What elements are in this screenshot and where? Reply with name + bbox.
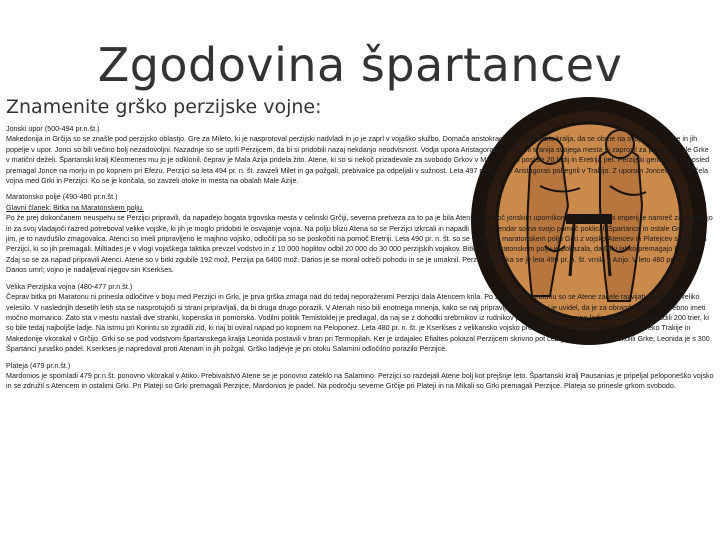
page-title: Zgodovina špartancev	[97, 38, 623, 92]
section-velika-perzijska-vojna	[6, 282, 714, 355]
section-body: Čeprav bitka pri Maratonu ni prinesla odločitve v boju med Perzijci in Grki, je prva grška zmaga nad do tedaj neporaženimi Perzijci dala Atencem krila. Po zmagi pri Maratonu so se Atene začele razvijati v politično veliko velesilo. V naslednjih desetih letih sta se nasprotujoči si strani pripravljali, da bi druga drugo porazili. V Atenah niso bili enotnega mnenja, kako se naj pripravijo. Temistoklej je uvidel, da je za obrambo Grčije potrebno imeti močno mornarico. Zato sta v mestu nastali dve stranki, kopenska in pomorska. Vodilni politik Temistoklej je predlagal, da naj se z dohodki srebrnikov iz rudnikov pri Lavriju zgradi vojna ladjevje. Atenci so zgradili 200 trier, ki so bile tedaj najboljše ladje. Na istmu pri Korintu so zgradili zid, ki naj bi oviral napad po kopnem na Peloponez. Leta 480 pr. n. št. je Kserkses z velikansko vojsko prekoračil morsko ožino Helespont in preko Trakije in Makedonije vkorakal v Grčijo. Grki so se pod vodstvom špartanskega kralja Leonida postavili v bran pri Termopilah. Ker je izdajalec Efialtes pokazal Perzijcem skrivno pot čez gore, so Perzijci obkolili Grke; Leonida je s 300 Špartanci junaško padel. Kserkses je napredoval proti Atenam in jih požgal. Grško ladjevje je pri otoku Salamini odločilno porazilo Perzijce.	[6, 292, 710, 354]
section-maratonsko-polje	[6, 192, 714, 275]
section-body: Mardonios je spomladi 479 pr.n.št. ponovno vkorakal v Atiko. Prebivalstvo Atene se je ponovno zateklo na Salamino. Perzijci so razdejali Atene bolj kot prejšnje leto. Špartanski kralj Pausanias je pripeljal peloponeško vojsko in se združil s Atencem in ostalimi Grki. Pri Plateji so Grki premagali Perzijce, Mardonios je padel. Na področju severne Grčije pri Plateji in na Mikali so Grki premagali Perzijce. Plateja so prinesle grkom svobodo.	[6, 370, 714, 391]
section-body: Po že prej dokončanem neuspehu se Perzijci pripravili, da napadejo bogata trgovska mesta v celinski Grčiji, severna pretveza za to pa je bila Atenska pomoč jonskim upornikom. Veliki perzijski imperij je namreč za migracijo in za svoj vladajoči razred potreboval velike vojske, ki jih je moglo pridobiti le osvajanje vojna. Na polju blizu Atena so se Perzijci izkrcali in napadli mesto, vendar so na svojo pomoč poklicali Špartance in ostale Grke, ki so jim, je to navdušilo zmagovalca. Atenci so imeli pripravljeno le majhno vojsko, odločili pa so se poskočiti na pomoč Eretriji. Leta 490 pr. n. št. so se v bitki na maratonskem polju Grki z vojsko Atencev in Platejcev spopadli s Perzijci, ki so jih premagali. Miltiades je v vlogi vojaškega taktika prevzel vodstvo in z 10 000 hoplitov odbil 20 000 do 30 000 perzijskih vojakov. Bitka na Maratonskem polju je pokazala, da Grki lahko premagajo Perzijce. Zdaj so se za napad pripravili Atenci. Atene so v bitki zgubile 192 mož, Perzija pa 6400 mož. Darios je se moral odreči pohodu in se je umaknil. Perzijska vojska se je leta 490 pr. n. št. vrnila v Azijo. V letu 480 pr. n. št. je Darios umrl; vojno je nadaljeval njegov sin Kserkses.	[6, 213, 713, 275]
section-jonski-upor	[6, 124, 714, 186]
slide-content	[6, 124, 714, 398]
section-heading: Maratonsko polje (490-480 pr.n.št.)	[6, 192, 118, 202]
section-heading: Jonski upor (500-494 pr.n.št.)	[6, 124, 100, 133]
slide-subtitle: Znamenite grško perzijske vojne:	[6, 96, 322, 118]
section-plateja	[6, 361, 714, 392]
section-heading: Plateja (479 pr.n.št.)	[6, 360, 71, 370]
article-link[interactable]: Glavni članek: Bitka na Maratonskem polju.	[6, 202, 144, 212]
section-heading: Velika Perzijska vojna (480-477 pr.n.št.)	[6, 281, 133, 291]
section-body: Makedonija in Grčija so se znašle pod perzijsko oblastjo. Gre za Mileto, ki je nasprotoval perzijski nadvladi in jo je zaprl v vojaško službo. Domača aristokracija je spodbudila kralja, da se obrne na svoje podložnike in jih popelje v upor. Jonci so bili večino bolj nezadovoljni. Nazadnje so se uprli Perzijcem, da bi si pridobili nazaj nekdanjo neodvisnost. Vodja upora Aristagoras je odstavil tiranija svojega mesta in zaprosil za pomoč ostale Grke v matični deželi. Špartanski kralj Kleomenes mu jo je odklonil, čeprav je Mala Azija pridela žito. Atene, ki so si nekoč prizadevale za svobodo Grkov v Mali Aziji, so poslale 20 ladij in Eretrija pet. Perzijski general je naposled premagal Jonce na morju in po kopnem pri Efezu. Perzijci so leta 494 pr. n. št. zavzeli Milet in ga požgali, prebivalce pa odpeljali v sužnost. Leta 497 pr. n. št. je Aristagoras pobegnil v Trakijo. Z uporom Joncev se je začela vojna med Grki in Perzijci. Ko se je končala, so zavzeli otoke in mesta na obalah Male Azije.	[6, 134, 710, 186]
